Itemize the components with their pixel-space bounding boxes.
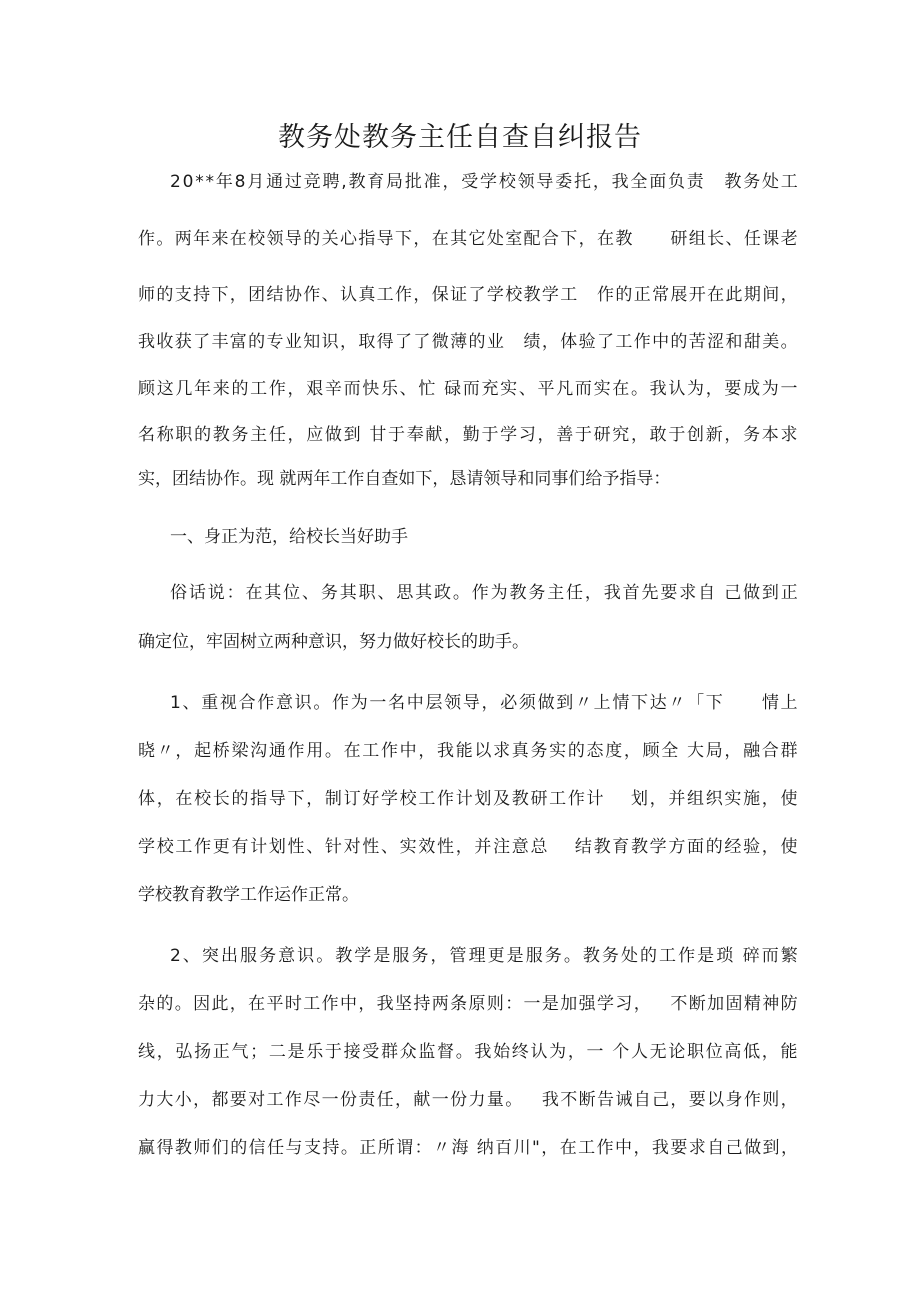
- text-line: 学 校 工 作 更 有 计 划 性 、 针 对 性 、 实 效 性 ， 并 注 意 总 结 教 育 教 学 方 面 的 经 验 ， 使: [138, 837, 798, 857]
- text-line: 我 收 获 了 丰 富 的 专 业 知 识 ， 取 得 了 了 微 薄 的 业 绩 ， 体 验 了 工 作 中 的 苦 涩 和 甜 美 。: [138, 332, 798, 352]
- text-line: 力 大 小 ， 都 要 对 工 作 尽 一 份 责 任 ， 献 一 份 力 量 。 我 不 断 告 诫 自 己 ， 要 以 身 作 则 ，: [138, 1090, 798, 1110]
- text-line: 实，团结协作。现 就两年工作自查如下，恳请领导和同事们给予指导：: [138, 469, 671, 489]
- text-line: 作 。 两 年 来 在 校 领 导 的 关 心 指 导 下 ， 在 其 它 处 室 配 合 下 ， 在 教 研 组 长 、 任 课 老: [138, 229, 798, 249]
- text-line: 1 、 重 视 合 作 意 识 。 作 为 一 名 中 层 领 导 ， 必 须 做 到 〃 上 情 下 达 〃 「 下 情 上: [170, 693, 798, 713]
- text-line: 杂 的 。 因 此 ， 在 平 时 工 作 中 ， 我 坚 持 两 条 原 则 ： 一 是 加 强 学 习 ， 不 断 加 固 精 神 防: [138, 994, 798, 1014]
- text-line: 顾 这 几 年 来 的 工 作 ， 艰 辛 而 快 乐 、 忙 碌 而 充 实 、 平 凡 而 实 在 。 我 认 为 ， 要 成 为 一: [138, 379, 798, 399]
- text-line: 一、身正为范，给校长当好助手: [170, 527, 408, 547]
- text-line: 2 0 * * 年 8 月 通 过 竞 聘 , 教 育 局 批 准 ， 受 学 校 领 导 委 托 ， 我 全 面 负 责 教 务 处 工: [170, 172, 798, 192]
- text-line: 确定位，牢固树立两种意识，努力做好校长的助手。: [138, 632, 529, 652]
- text-line: 俗 话 说 ： 在 其 位 、 务 其 职 、 思 其 政 。 作 为 教 务 主 任 ， 我 首 先 要 求 自 己 做 到 正: [170, 583, 798, 603]
- text-line: 赢 得 教 师 们 的 信 任 与 支 持 。 正 所 谓 ： 〃 海 纳 百 川 " ， 在 工 作 中 ， 我 要 求 自 己 做 到 ，: [138, 1138, 798, 1158]
- text-line: 学校教育教学工作运作正常。: [138, 885, 359, 905]
- text-line: 线 ， 弘 扬 正 气 ； 二 是 乐 于 接 受 群 众 监 督 。 我 始 终 认 为 ， 一 个 人 无 论 职 位 高 低 ， 能: [138, 1042, 798, 1062]
- text-line: 师 的 支 持 下 ， 团 结 协 作 、 认 真 工 作 ， 保 证 了 学 校 教 学 工 作 的 正 常 展 开 在 此 期 间 ，: [138, 285, 798, 305]
- text-line: 晓 〃 ， 起 桥 梁 沟 通 作 用 。 在 工 作 中 ， 我 能 以 求 真 务 实 的 态 度 ， 顾 全 大 局 ， 融 合 群: [138, 741, 798, 761]
- text-line: 体 ， 在 校 长 的 指 导 下 ， 制 订 好 学 校 工 作 计 划 及 教 研 工 作 计 划 ， 并 组 织 实 施 ， 使: [138, 789, 798, 809]
- document-title: 教务处教务主任自查自纠报告: [278, 122, 642, 153]
- text-line: 名 称 职 的 教 务 主 任 ， 应 做 到 甘 于 奉 献 ， 勤 于 学 习 ， 善 于 研 究 ， 敢 于 创 新 ， 务 本 求: [138, 425, 798, 445]
- text-line: 2 、 突 出 服 务 意 识 。 教 学 是 服 务 ， 管 理 更 是 服 务 。 教 务 处 的 工 作 是 琐 碎 而 繁: [170, 946, 798, 966]
